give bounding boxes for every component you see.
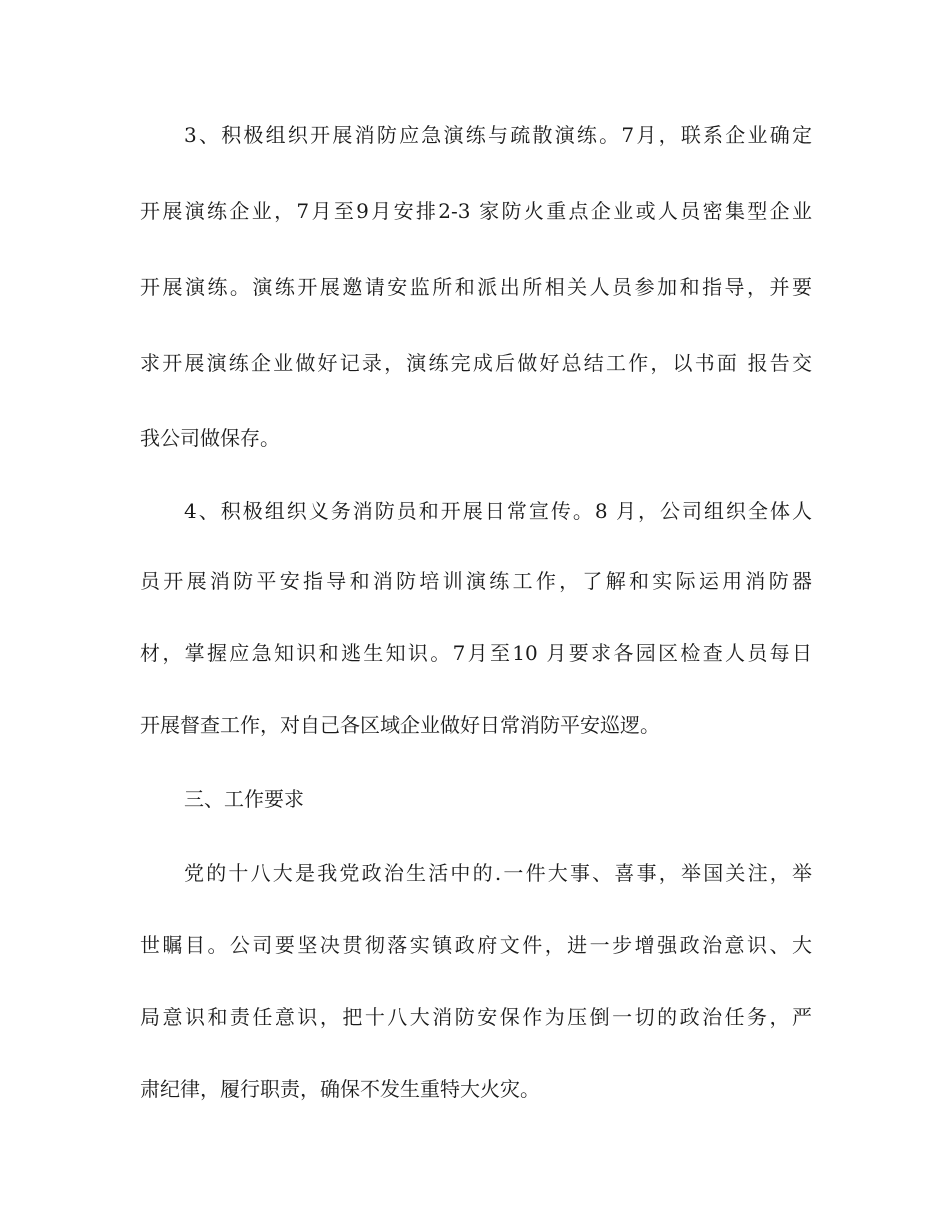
- text-line: 材，掌握应急知识和逃生知识。7月至10 月要求各园区检查人员每日: [140, 641, 812, 665]
- text-line: 4、积极组织义务消防员和开展日常宣传。8 月，公司组织全体人: [184, 499, 812, 523]
- text-line: 世瞩目。公司要坚决贯彻落实镇政府文件，进一步增强政治意识、大: [140, 933, 812, 957]
- text-line: 员开展消防平安指导和消防培训演练工作，了解和实际运用消防器: [140, 569, 812, 593]
- text-line: 党的十八大是我党政治生活中的.一件大事、喜事，举国关注，举: [184, 861, 812, 885]
- text-line: 开展督查工作，对自己各区域企业做好日常消防平安巡逻。: [140, 713, 660, 737]
- text-line: 开展演练。演练开展邀请安监所和派出所相关人员参加和指导，并要: [140, 275, 812, 299]
- text-line: 局意识和责任意识，把十八大消防安保作为压倒一切的政治任务，严: [140, 1005, 812, 1029]
- text-line: 开展演练企业，7月至9月安排2-3 家防火重点企业或人员密集型企业: [140, 199, 812, 223]
- text-line: 3、积极组织开展消防应急演练与疏散演练。7月，联系企业确定: [184, 123, 812, 147]
- text-line: 我公司做保存。: [140, 426, 280, 450]
- text-line: 求开展演练企业做好记录，演练完成后做好总结工作，以书面 报告交: [140, 351, 812, 375]
- text-line: 肃纪律，履行职责，确保不发生重特大火灾。: [140, 1077, 540, 1101]
- section-heading: 三、工作要求: [184, 787, 304, 811]
